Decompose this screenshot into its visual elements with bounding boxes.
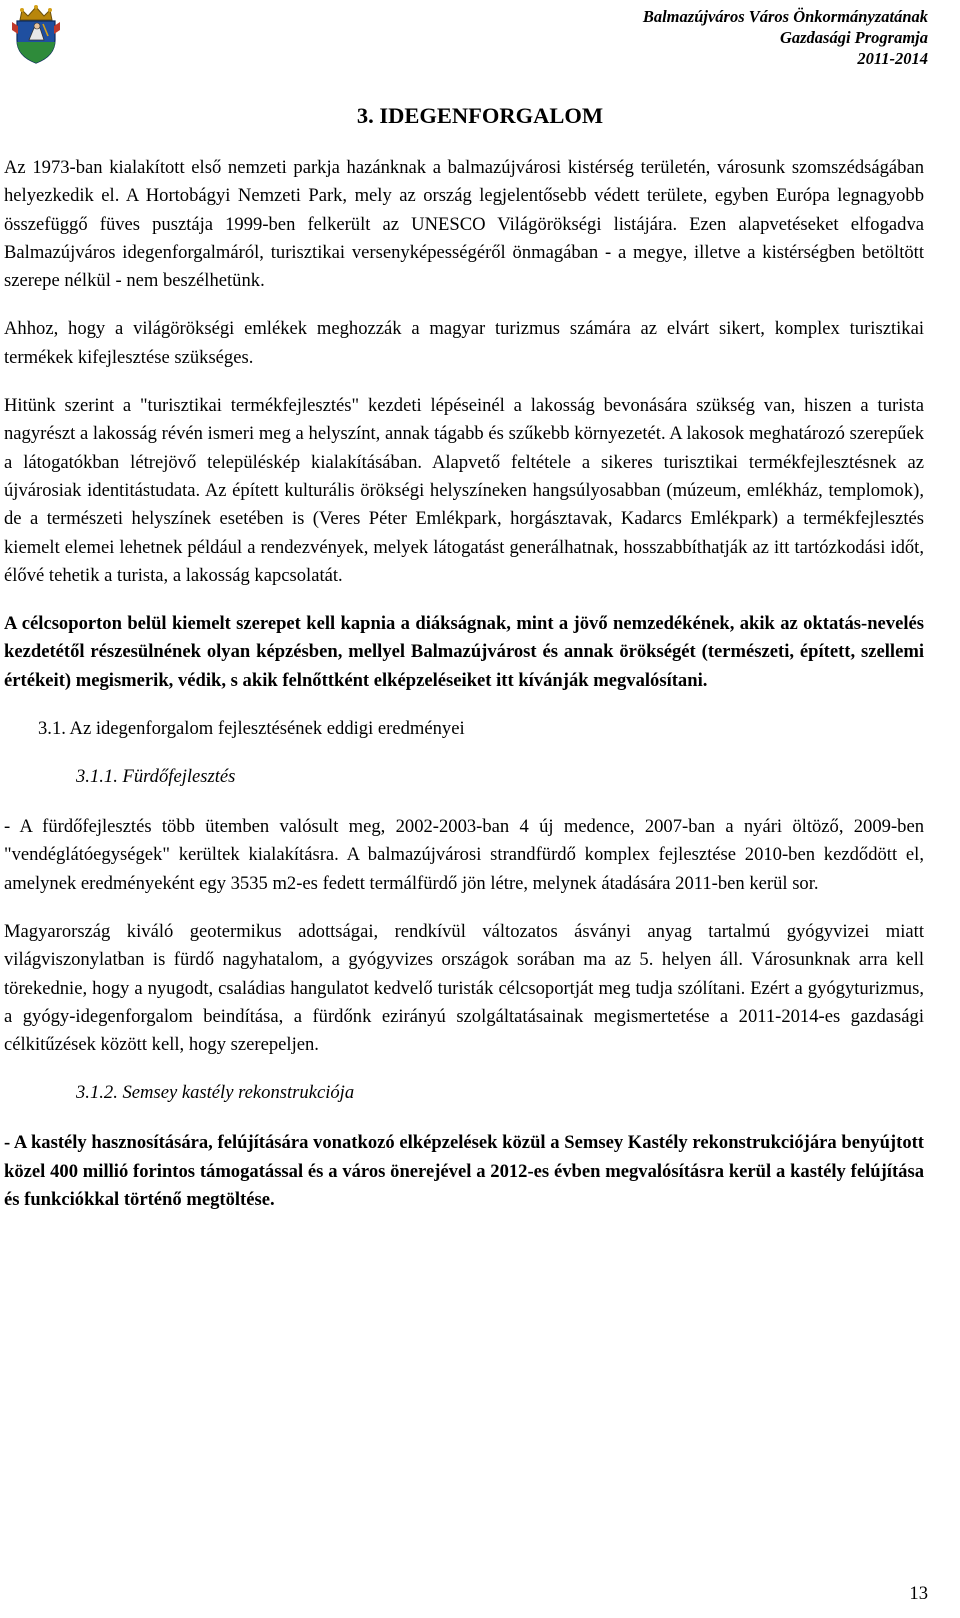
section-heading-3-1-1: 3.1.1. Fürdőfejlesztés bbox=[76, 766, 236, 788]
coat-of-arms-icon bbox=[10, 4, 62, 66]
page-title: 3. IDEGENFORGALOM bbox=[356, 103, 604, 128]
document-body bbox=[4, 154, 924, 1234]
section-heading-3-1: 3.1. Az idegenforgalom fejlesztésének eddigi eredményei bbox=[38, 718, 465, 740]
header-line-1: Balmazújváros Város Önkormányzatának bbox=[642, 7, 928, 26]
section-heading-3-1-2: 3.1.2. Semsey kastély rekonstrukciója bbox=[76, 1082, 355, 1104]
paragraph-target-group: A célcsoporton belül kiemelt szerepet kell kapnia a diákságnak, mint a jövő nemzedékének, akik az oktatás-nevelés kezdetétől részesülnének olyan képzésben, mellyel Balmazújvárost és annak örökségét (természeti, épített, szellemi értékeit) megismerik, védik, s akik felnőttként elképzeléseiket itt kívánják megvalósítani. bbox=[4, 613, 924, 691]
page-number: 13 bbox=[909, 1583, 928, 1604]
paragraph-world-heritage: Ahhoz, hogy a világörökségi emlékek meghozzák a magyar turizmus számára az elvárt sikert, komplex turisztikai termékek kifejlesztése szükséges. bbox=[4, 318, 924, 368]
paragraph-castle-reconstruction: - A kastély hasznosítására, felújítására vonatkozó elképzelések közül a Semsey Kastély rekonstrukciójára benyújtott közel 400 millió forintos támogatással és a város önerejével a 2012-es évben megvalósításra kerül a kastély felújítása és funkciókkal történő megtöltése. bbox=[4, 1132, 924, 1211]
header-line-2: Gazdasági Programja bbox=[779, 28, 928, 47]
header-line-3: 2011-2014 bbox=[857, 49, 928, 68]
paragraph-geothermal: Magyarország kiváló geotermikus adottságai, rendkívül változatos ásványi anyag tartalmú gyógyvizei miatt világviszonylatban is fürdő nagyhatalom, a gyógyvizes országok sorában ma az 5. helyen áll. Városunknak arra kell törekednie, hogy a nyugodt, családias hangulatot kedvelő turisták célcsoportját meg tudja szólítani. Ezért a gyógyturizmus, a gyógy-idegenforgalom beindítása, a fürdőnk ezirányú szolgáltatásainak megismertetése a 2011-2014-es gazdasági célkitűzések között kell, hogy szerepeljen. bbox=[4, 920, 924, 1056]
paragraph-national-park: Az 1973-ban kialakított első nemzeti parkja hazánknak a balmazújvárosi kistérség területén, városunk szomszédságában helyezkedik el. A Hortobágyi Nemzeti Park, mely az ország legjelentősebb védett területe, egyben Európa legnagyobb összefüggő füves pusztája 1999-ben felkerült az UNESCO Világörökségi listájára. Ezen alapvetéseket elfogadva Balmazújváros idegenforgalmáról, turisztikai versenyképességéről önmagában - a megye, illetve a kistérségben betöltött szerepe nélkül - nem beszélhetünk. bbox=[4, 157, 924, 292]
document-header bbox=[643, 6, 928, 69]
paragraph-product-development: Hitünk szerint a "turisztikai termékfejlesztés" kezdeti lépéseinél a lakosság bevonására szükség van, hiszen a turista nagyrészt a lakosság révén ismeri meg a helyszínt, annak tágabb és szűkebb környezetét. A lakosok meghatározó szerepűek a látogatókban létrejövő településkép kialakításában. Alapvető feltétele a sikeres turisztikai termékfejlesztésnek az újvárosiak identitástudata. Az épített kulturális örökségi helyszíneken hangsúlyosabban (múzeum, emlékház, templomok), de a természeti helyszínek esetében is (Veres Péter Emlékpark, horgásztavak, Kadarcs Emlékpark) a termékfejlesztés kiemelt elemei lehetnek például a rendezvények, melyek látogatást generálhatnak, hosszabbíthatják az itt tartózkodási időt, élővé tehetik a turista, a lakosság kapcsolatát. bbox=[4, 395, 924, 586]
paragraph-bath-development: - A fürdőfejlesztés több ütemben valósult meg, 2002-2003-ban 4 új medence, 2007-ban a nyári öltöző, 2009-ben "vendéglátóegységek" kerültek kialakításra. A balmazújvárosi strandfürdő komplex fejlesztése 2010-ben kezdődött el, amelynek eredményeként egy 3535 m2-es fedett termálfürdő jön létre, melynek átadására 2011-ben kerül sor. bbox=[4, 816, 924, 894]
